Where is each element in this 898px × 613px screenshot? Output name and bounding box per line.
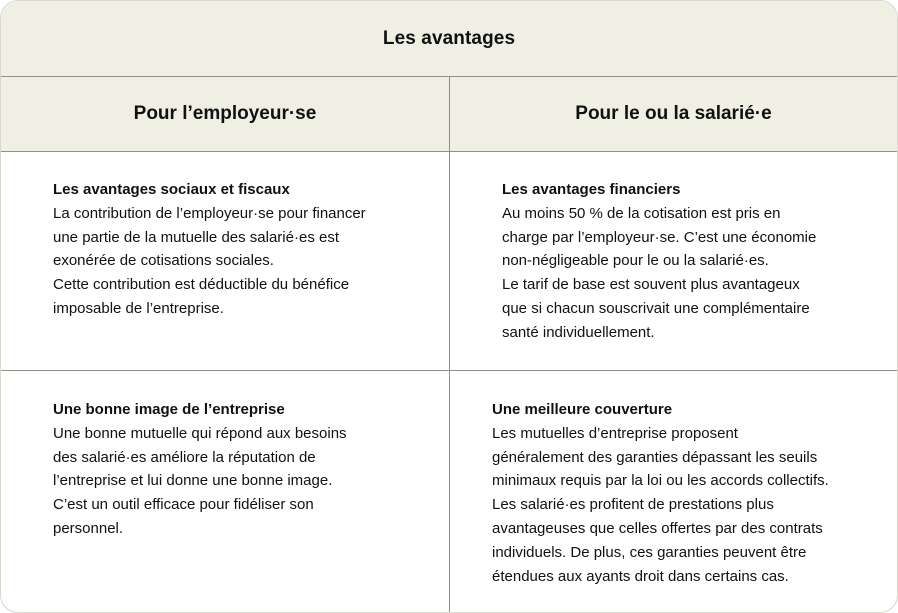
column-header-employer: Pour l’employeur·se <box>133 103 317 124</box>
cell-employee-coverage <box>492 398 887 588</box>
cell-title: Les avantages sociaux et fiscaux <box>53 181 290 198</box>
cell-text: La contribution de l’employeur·se pour financer une partie de la mutuelle des salarié·es est exonérée de cotisations sociales. Cette contribution est déductible du bénéfice imposable de l’entreprise. <box>53 204 366 317</box>
cell-title: Les avantages financiers <box>502 181 681 198</box>
cell-employer-image <box>53 398 433 541</box>
cell-title: Une meilleure couverture <box>492 401 673 418</box>
column-divider <box>449 77 450 612</box>
row-divider <box>1 370 897 371</box>
cell-title: Une bonne image de l’entreprise <box>53 401 285 418</box>
table-title-row <box>1 1 897 77</box>
cell-text: Au moins 50 % de la cotisation est pris en charge par l’employeur·se. C’est une économie non-négligeable pour le ou la salarié·es. Le tarif de base est souvent plus avantageux que si chacun souscrivait une complémentaire santé individuellement. <box>502 204 817 341</box>
cell-employee-financial <box>502 178 882 345</box>
column-header-employee: Pour le ou la salarié·e <box>575 103 772 124</box>
cell-employer-social-fiscal <box>53 178 433 321</box>
table-title: Les avantages <box>382 27 516 49</box>
cell-text: Une bonne mutuelle qui répond aux besoins des salarié·es améliore la réputation de l’entreprise et lui donne une bonne image. C’est un outil efficace pour fidéliser son personnel. <box>53 424 347 537</box>
cell-text: Les mutuelles d’entreprise proposent généralement des garanties dépassant les seuils minimaux requis par la loi ou les accords collectifs. Les salarié·es profitent de prestations plus avantageuses que celles offertes par des contrats individuels. De plus, ces garanties peuvent être étendues aux ayants droit dans certains cas. <box>492 424 829 585</box>
